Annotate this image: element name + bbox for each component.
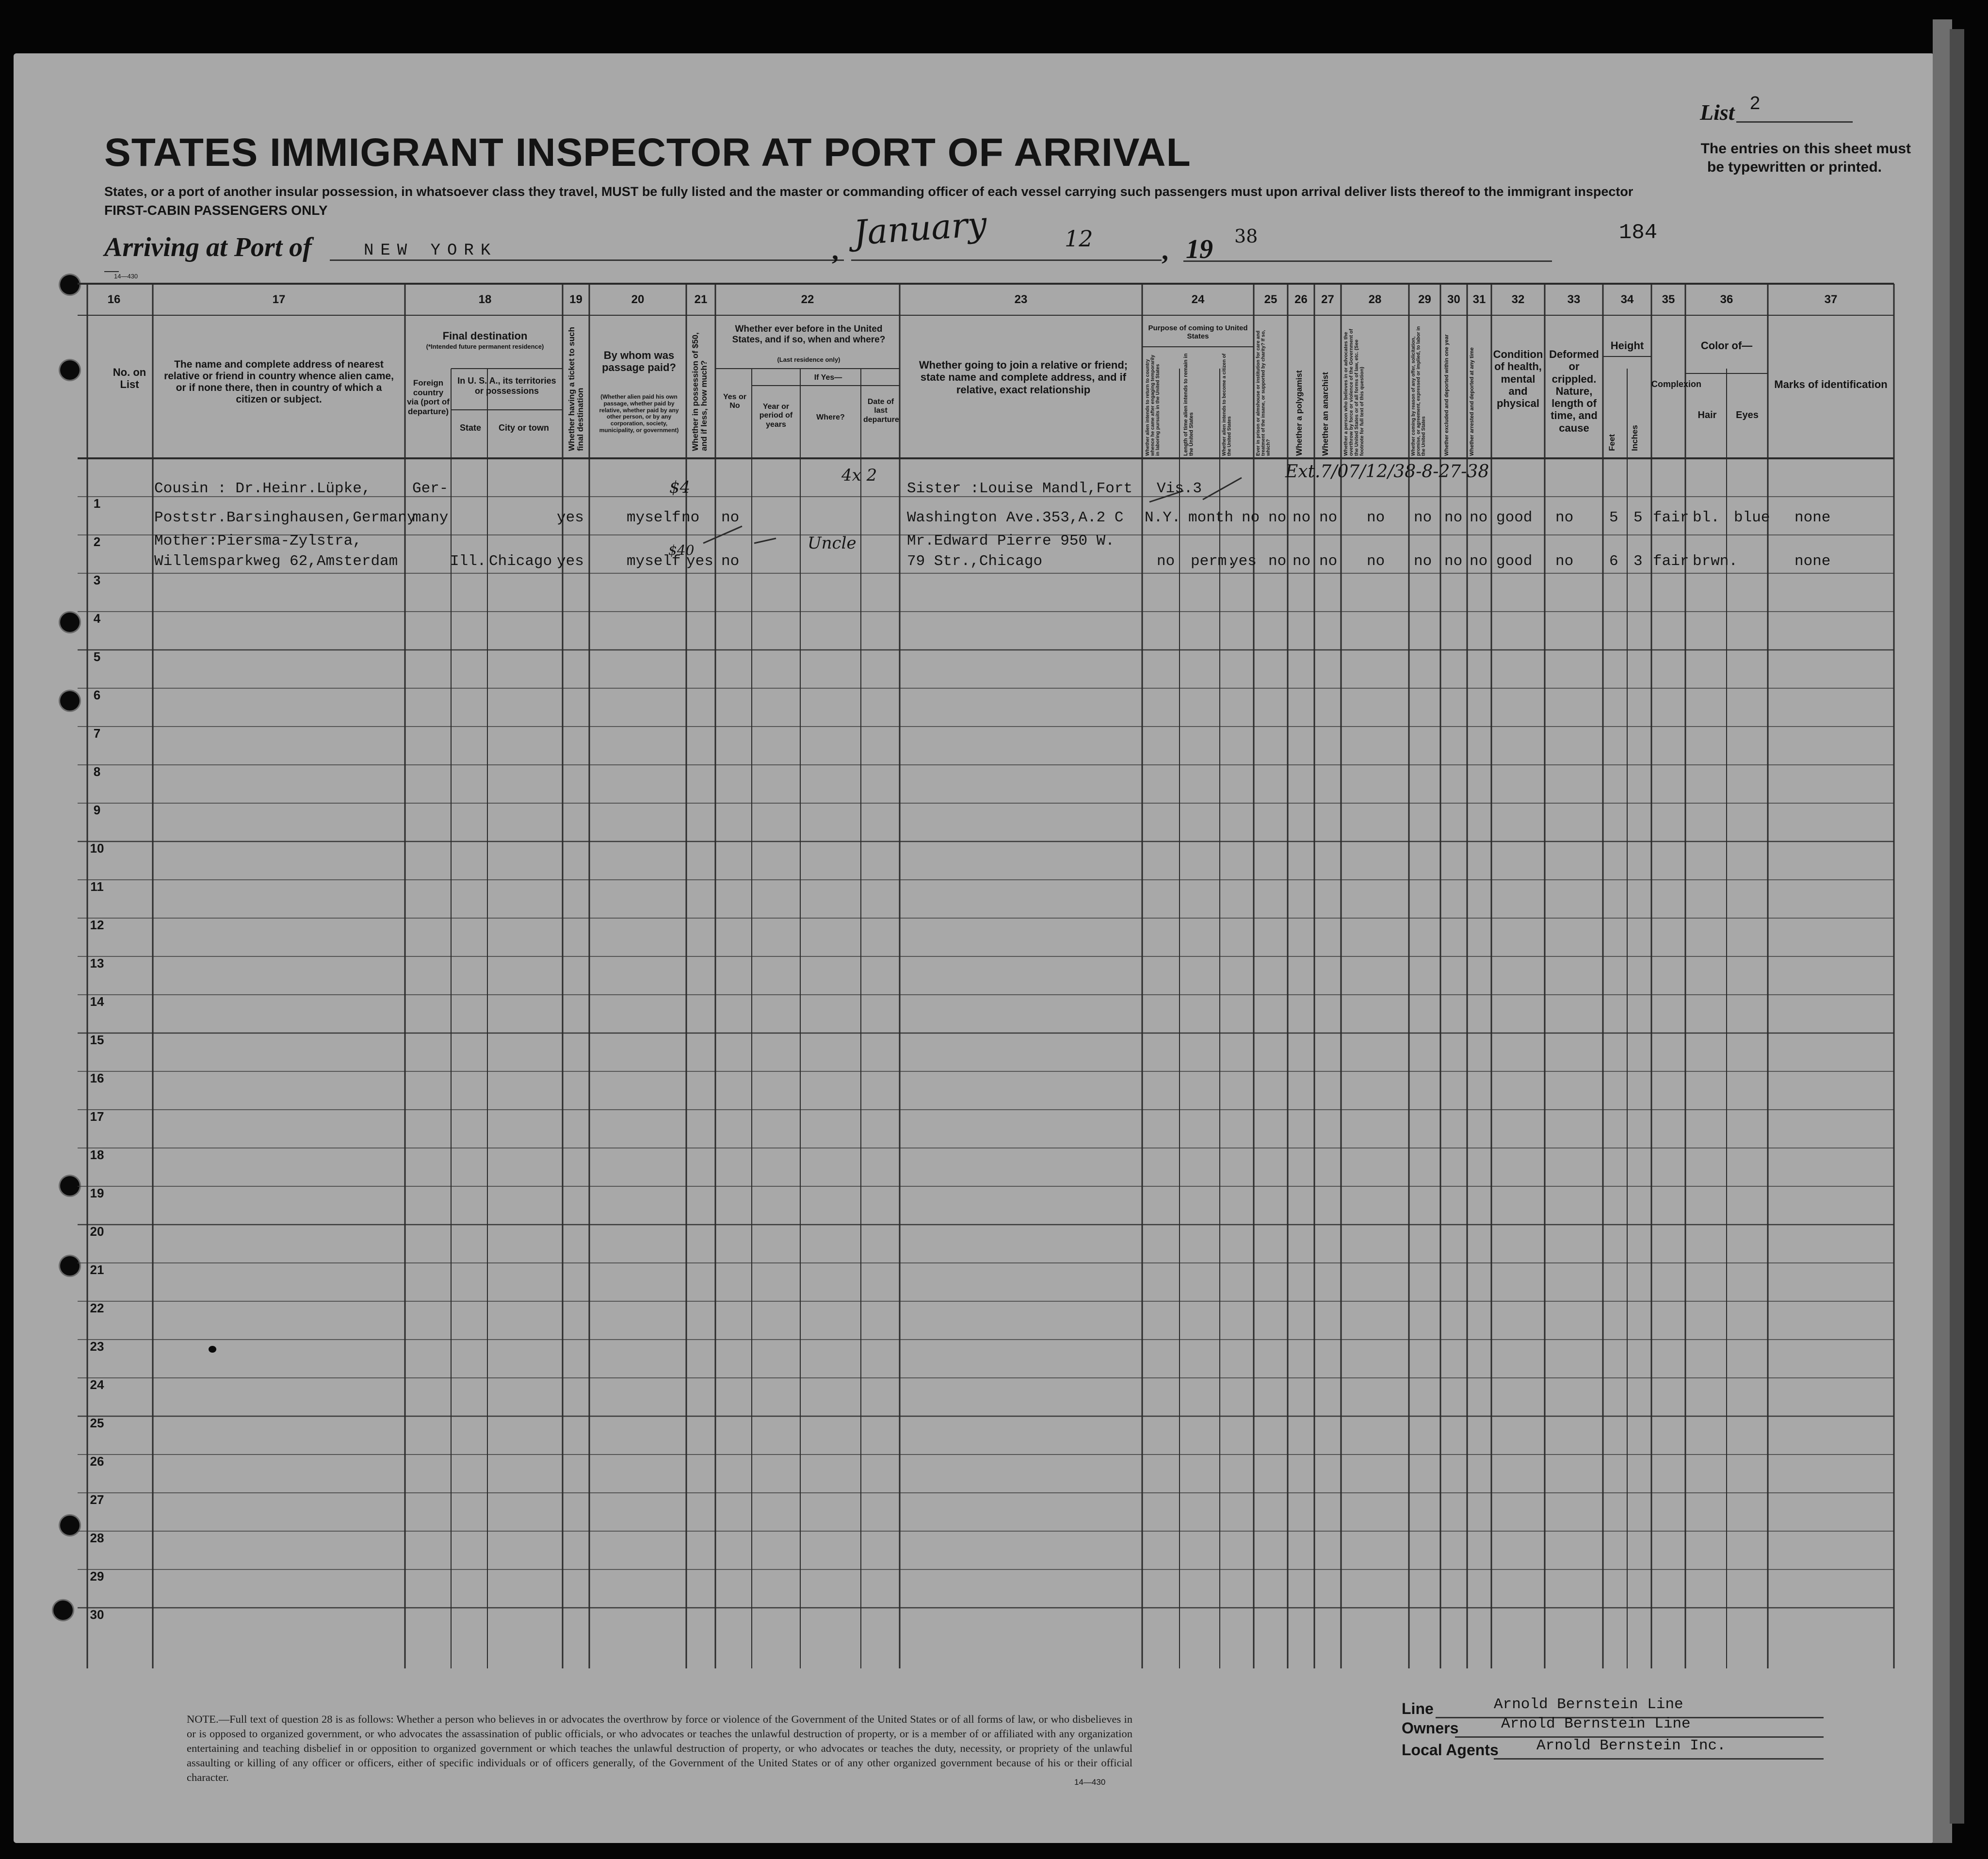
header-complexion: Complexion	[1651, 379, 1702, 389]
arriving-label: Arriving at Port of	[104, 232, 312, 262]
header-feet: Feet	[1607, 434, 1616, 451]
row-number: 5	[93, 649, 101, 664]
entry2-where-note: Uncle	[808, 533, 857, 553]
col-number: 32	[1511, 293, 1525, 306]
comma: ,	[1162, 236, 1168, 266]
entry1-join-line2: Washington Ave.353,A.2 C	[907, 509, 1124, 526]
col-number: 20	[631, 293, 645, 306]
header-purpose-c: Whether alien intends to become a citizen of the United States	[1222, 353, 1232, 456]
entry2-health: good	[1496, 553, 1533, 570]
typewritten-note-line2: be typewritten or printed.	[1707, 159, 1882, 175]
header-marks: Marks of identification	[1774, 378, 1888, 390]
owners-label: Owners	[1402, 1719, 1459, 1737]
header-passage-paid-sub: (Whether alien paid his own passage, whether paid by relative, whether paid by any other person, or by any corporation, society, municipality, or government)	[599, 393, 679, 434]
col-number: 28	[1368, 293, 1382, 306]
comma: ,	[832, 236, 839, 266]
entry2-join-line1: Mr.Edward Pierre 950 W.	[907, 533, 1115, 550]
entry1-hair: bl.	[1693, 509, 1720, 526]
year-prefix: 19	[1186, 234, 1213, 264]
port-value: NEW YORK	[364, 242, 498, 260]
header-color-of: Color of—	[1700, 339, 1753, 352]
row-number: 8	[93, 764, 101, 779]
header-hair: Hair	[1697, 410, 1717, 420]
line-value: Arnold Bernstein Line	[1494, 1696, 1683, 1713]
entry1-eyes: blue	[1734, 509, 1770, 526]
entry1-ticket: yes	[557, 509, 584, 526]
row-number: 4	[93, 611, 101, 626]
row-number: 25	[90, 1416, 104, 1430]
header-foreign-country: Foreign country via (port of departure)	[407, 378, 450, 416]
entry1-labor-offer: no	[1414, 509, 1432, 526]
entry1-money-note: $4	[669, 478, 691, 497]
entry2-overthrow: no	[1367, 553, 1385, 570]
row-number: 24	[90, 1377, 104, 1392]
col-number: 24	[1191, 293, 1205, 306]
col-number: 36	[1720, 293, 1733, 306]
header-ticket: Whether having a ticket to such final destination	[567, 327, 585, 451]
entry2-before-in-us: no	[721, 553, 740, 570]
row-number: 28	[90, 1531, 104, 1545]
header-where: Where?	[816, 413, 845, 421]
row-number: 3	[93, 573, 101, 587]
col-number: 35	[1662, 293, 1675, 306]
entry1-join-line1: Sister :Louise Mandl,Fort	[907, 480, 1133, 497]
row-number: 15	[90, 1033, 104, 1047]
typewritten-note-line1: The entries on this sheet must	[1700, 141, 1911, 157]
sheet-number: 184	[1619, 221, 1658, 245]
header-year: Year or period of years	[759, 403, 793, 429]
entry1-extension-note: Ext.7/07/12/38-8-27-38	[1285, 462, 1489, 482]
entry2-city: Chicago	[489, 553, 552, 570]
row-number: 18	[90, 1148, 104, 1162]
entry2-purpose-a: no	[1157, 553, 1175, 570]
entry1-feet: 5	[1609, 509, 1618, 526]
entry1-health: good	[1496, 509, 1533, 526]
col-number: 26	[1294, 293, 1308, 306]
col-number: 31	[1472, 293, 1486, 306]
col-number: 33	[1567, 293, 1581, 306]
header-final-destination-sub: (*Intended future permanent residence)	[426, 343, 544, 350]
year-suffix: 38	[1234, 226, 1258, 247]
row-number: 16	[90, 1071, 104, 1085]
row-number: 11	[90, 879, 104, 894]
header-anarchist: Whether an anarchist	[1321, 372, 1330, 456]
entry2-join-line2: 79 Str.,Chicago	[907, 553, 1043, 570]
row-number: 29	[90, 1569, 104, 1584]
entry1-purpose-b: month	[1188, 509, 1234, 526]
header-height: Height	[1610, 339, 1644, 352]
header-before-in-us-sub: (Last residence only)	[777, 356, 840, 363]
col-number: 21	[694, 293, 708, 306]
entry2-money: yes	[686, 553, 713, 570]
entry2-deformed: no	[1555, 553, 1574, 570]
row-number: 19	[90, 1186, 104, 1200]
entry2-polygamist: no	[1293, 553, 1311, 570]
entry2-money-note: $40	[668, 542, 695, 558]
header-eyes: Eyes	[1736, 410, 1759, 420]
col-number: 29	[1418, 293, 1431, 306]
header-purpose-b: Length of time alien intends to remain in the United States	[1183, 353, 1195, 456]
entry1-relative-line2: Poststr.Barsinghausen,Germany	[154, 509, 416, 526]
header-purpose: Purpose of coming to United States	[1148, 324, 1248, 341]
entry2-relative-line2: Willemsparkweg 62,Amsterdam	[154, 553, 398, 570]
header-purpose-a: Whether alien intends to return to country whence he came after engaging temporarily in laboring pursuits in the United States	[1145, 355, 1161, 456]
header-no-on-list: No. on List	[113, 366, 146, 391]
entry1-relative-line1: Cousin : Dr.Heinr.Lüpke,	[154, 480, 371, 497]
first-cabin-label: FIRST-CABIN PASSENGERS ONLY	[104, 203, 328, 218]
entry2-hair: brwn.	[1693, 553, 1738, 570]
page-title: STATES IMMIGRANT INSPECTOR AT PORT OF ARRIVAL	[104, 130, 1191, 175]
entry1-excluded: no	[1444, 509, 1463, 526]
form-code-top: 14—430	[114, 273, 138, 280]
row-number: 13	[90, 956, 104, 970]
agents-underline	[1494, 1758, 1824, 1760]
pen-stroke	[754, 538, 776, 543]
entry1-marks: none	[1794, 509, 1831, 526]
col-number: 23	[1014, 293, 1028, 306]
row-number: 1	[93, 496, 101, 511]
entry1-foreign-country-2: many	[412, 509, 449, 526]
entry1-inches: 5	[1633, 509, 1643, 526]
entry2-paid-by: myself	[627, 553, 681, 570]
line-label: Line	[1402, 1700, 1434, 1717]
footnote-question-28: NOTE.—Full text of question 28 is as follows: Whether a person who believes in or advocates the overthrow by force or violence of the Government of the United States or of all forms of law, or who disbelieves in or is opposed to organized government, or who advocates the assassination of public officials, or who advocates or teaches the unlawful destruction of property, or is a member of or affiliated with any organization entertaining and teaching disbelief in or opposition to organized government or which teaches the unlawful destruction of property, or who advocates or teaches the duty, necessity, or propriety of the unlawful assaulting or killing of any officer or officers, either of specific individuals or of officers generally, of the Government of the United States or of any other organized government because of his or their official character.	[187, 1713, 1132, 1783]
entry2-ticket: yes	[557, 553, 584, 570]
col-number: 34	[1620, 293, 1634, 306]
entry2-labor-offer: no	[1414, 553, 1432, 570]
header-in-usa: In U. S. A., its territories or possessions	[457, 376, 556, 396]
owners-value: Arnold Bernstein Line	[1501, 1715, 1691, 1732]
header-city: City or town	[499, 423, 549, 433]
header-final-destination: Final destination	[442, 330, 528, 342]
entry2-marks: none	[1794, 553, 1831, 570]
col-number: 17	[272, 293, 286, 306]
row-number: 7	[93, 726, 101, 741]
header-excluded: Whether excluded and deported within one year	[1444, 334, 1450, 456]
entry1-before-in-us: no	[721, 509, 740, 526]
entry1-deported: no	[1470, 509, 1488, 526]
col-number: 22	[801, 293, 814, 306]
row-number: 17	[90, 1109, 104, 1124]
row-number: 21	[90, 1262, 104, 1277]
entry2-complexion: fair	[1653, 553, 1689, 570]
header-prison: Ever in prison or almshouse or institution for care and treatment of the insane, or supported by charity? If so, which?	[1256, 330, 1271, 456]
entry1-where-note: 4x 2	[841, 466, 877, 485]
header-deported: Whether arrested and deported at any time	[1469, 347, 1475, 456]
col-number: 18	[478, 293, 492, 306]
row-number: 20	[90, 1224, 104, 1239]
entry1-deformed: no	[1555, 509, 1574, 526]
entry2-anarchist: no	[1319, 553, 1338, 570]
agents-label: Local Agents	[1402, 1741, 1499, 1759]
entry1-money: no	[681, 509, 700, 526]
entry1-purpose-a: N.Y.	[1145, 509, 1181, 526]
header-state: State	[459, 423, 481, 433]
col-number: 16	[107, 293, 121, 306]
header-nearest-relative: The name and complete address of nearest relative or friend in country whence alien came, or if none there, then in country of which a citizen or subject.	[164, 359, 394, 405]
header-join-relative: Whether going to join a relative or friend; state name and complete address, and if relative, exact relationship	[919, 359, 1128, 396]
row-number: 27	[90, 1492, 104, 1507]
col-number: 19	[569, 293, 582, 306]
col-number: 37	[1824, 293, 1838, 306]
row-number: 26	[90, 1454, 104, 1469]
entry2-deported: no	[1470, 553, 1488, 570]
entry1-complexion: fair	[1653, 509, 1689, 526]
header-inches: Inches	[1630, 425, 1639, 451]
entry2-feet: 6	[1609, 553, 1618, 570]
entry1-prison: no	[1268, 509, 1287, 526]
header-if-yes: If Yes—	[814, 373, 842, 382]
row-number: 22	[90, 1301, 104, 1315]
entry1-purpose-c: no	[1242, 509, 1260, 526]
list-label: List	[1700, 100, 1735, 125]
entry2-state: Ill.	[450, 553, 486, 570]
entry1-paid-by: myself	[627, 509, 681, 526]
page-subtitle: States, or a port of another insular possession, in whatsoever class they travel, MUST be fully listed and the master or commanding officer of each vessel carrying such passengers must upon arrival deliver lists thereof to the immigrant inspector	[104, 184, 1633, 199]
month-handwritten: January	[852, 204, 988, 253]
header-passage-paid: By whom was passage paid?	[602, 349, 676, 374]
row-number: 9	[93, 803, 101, 817]
row-number: 2	[93, 534, 101, 549]
entry1-anarchist: no	[1319, 509, 1338, 526]
row-number: 6	[93, 688, 101, 702]
header-health: Condition of health, mental and physical	[1493, 348, 1543, 410]
entry2-prison: no	[1268, 553, 1287, 570]
header-deformed: Deformed or crippled. Nature, length of time, and cause	[1549, 348, 1599, 434]
row-number: 23	[90, 1339, 104, 1354]
entry1-polygamist: no	[1293, 509, 1311, 526]
entry2-excluded: no	[1444, 553, 1463, 570]
entry2-purpose-c: yes	[1229, 553, 1257, 570]
row-number: 30	[90, 1607, 104, 1622]
header-before-in-us: Whether ever before in the United States, and if so, when and where?	[732, 324, 886, 345]
header-fifty-dollars: Whether in possession of $50, and if less, how much?	[691, 332, 709, 451]
header-overthrow: Whether a person who believes in or advocates the overthrow by force or violence of the Government of the United States or of all forms of law, etc. (See footnote for full text of this question)	[1343, 329, 1365, 456]
header-labor-offer: Whether coming by reason of any offer, solicitation, promise, or agreement, expressed or implied, to labor in the United States	[1411, 326, 1426, 456]
col-number: 27	[1321, 293, 1334, 306]
header-polygamist: Whether a polygamist	[1294, 370, 1304, 456]
col-number: 25	[1264, 293, 1277, 306]
agents-value: Arnold Bernstein Inc.	[1536, 1737, 1726, 1754]
entry2-inches: 3	[1633, 553, 1643, 570]
row-number: 12	[90, 918, 104, 932]
entry2-relative-line1: Mother:Piersma-Zylstra,	[154, 533, 362, 550]
list-number: 2	[1750, 93, 1761, 113]
day-handwritten: 12	[1065, 226, 1093, 252]
form-code-bottom: 14—430	[1074, 1778, 1106, 1787]
entry2-purpose-b: perm.	[1191, 553, 1236, 570]
row-number: 14	[90, 994, 104, 1009]
row-number: 10	[90, 841, 104, 856]
entry1-purpose-top: Vis.3	[1157, 480, 1202, 497]
entry1-foreign-country-1: Ger-	[412, 480, 449, 497]
header-yes-no: Yes or No	[723, 393, 747, 410]
col-number: 30	[1447, 293, 1460, 306]
header-date-departure: Date of last departure	[863, 398, 899, 424]
entry1-overthrow: no	[1367, 509, 1385, 526]
